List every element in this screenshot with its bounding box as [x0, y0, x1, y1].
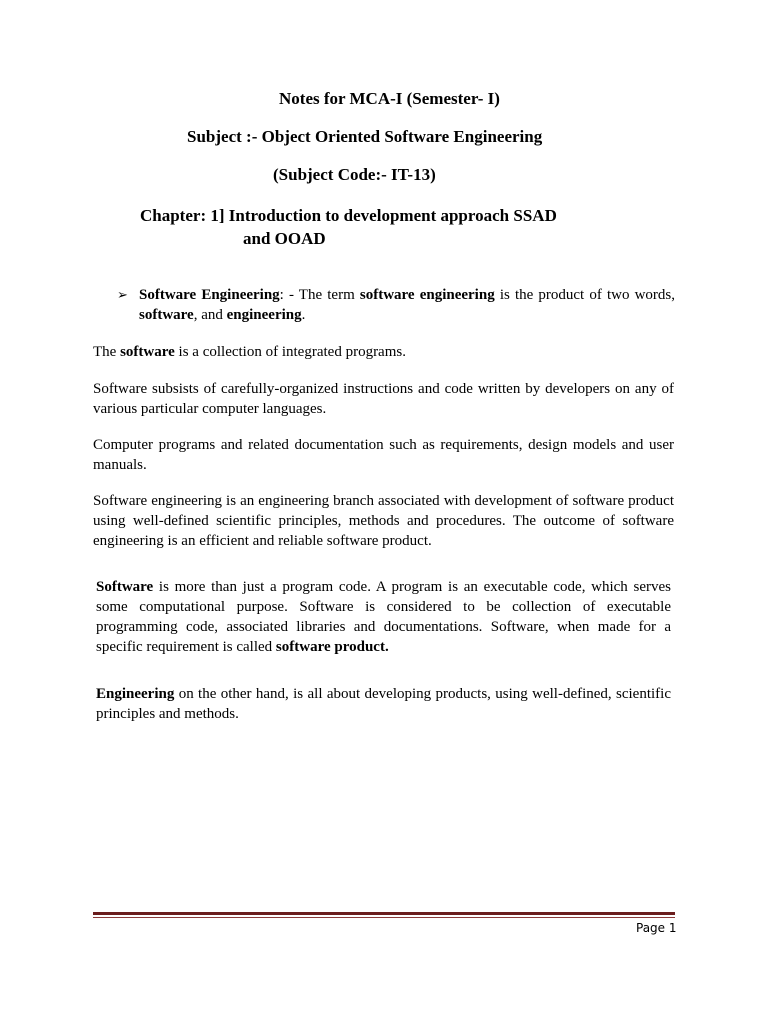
notes-title: Notes for MCA-I (Semester- I) [279, 89, 500, 108]
paragraph-software-engineering-branch: Software engineering is an engineering branch associated with development of software product using well-defined scientific principles, methods and procedures. The outcome of software engineering is an efficient and reliable software product. [93, 493, 674, 549]
bullet-text: Software Engineering: - The term software engineering is the product of two words, software, and engineering. [139, 287, 675, 323]
chapter-heading-line2: and OOAD [243, 229, 326, 248]
footer-divider-thick [93, 912, 675, 915]
chapter-heading [140, 204, 680, 250]
bullet-software-engineering [117, 285, 675, 325]
subject-code: (Subject Code:- IT-13) [273, 165, 436, 184]
paragraph-software-definition: The software is a collection of integrated programs. [93, 344, 406, 360]
paragraph-software-subsists: Software subsists of carefully-organized instructions and code written by developers on any of various particular computer languages. [93, 381, 674, 417]
subject-heading: Subject :- Object Oriented Software Engineering [187, 127, 543, 146]
page-number: Page 1 [636, 921, 677, 935]
footer-divider-thin [93, 917, 675, 918]
paragraph-computer-programs: Computer programs and related documentation such as requirements, design models and user manuals. [93, 437, 674, 473]
chapter-heading-line1: Chapter: 1] Introduction to development approach SSAD [140, 206, 557, 225]
paragraph-engineering: Engineering on the other hand, is all about developing products, using well-defined, scientific principles and methods. [96, 686, 671, 722]
paragraph-software-more-than-code: Software is more than just a program code. A program is an executable code, which serves some computational purpose. Software is considered to be collection of executable programming code, associated libraries and documentations. Software, when made for a specific requirement is called software product. [96, 579, 671, 655]
term-software-engineering: Software Engineering [139, 287, 280, 303]
arrow-bullet-icon: ➢ [117, 287, 128, 302]
